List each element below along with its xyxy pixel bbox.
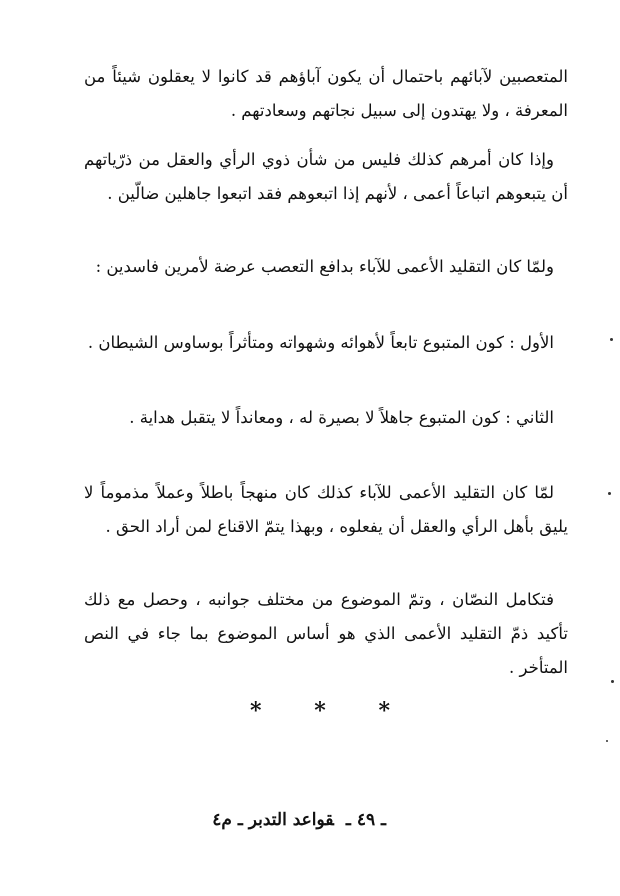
paragraph-7 [84, 583, 568, 685]
paragraph-4-text: الأول : كون المتبوع تابعاً لأهوائه وشهواته ومتأثراً بوساوس الشيطان . [87, 333, 554, 352]
footer-book-title: قواعد التدبر ـ م٤ [212, 810, 334, 830]
paragraph-4 [84, 326, 568, 360]
section-separator [250, 698, 390, 724]
separator-star: * [314, 698, 326, 724]
scan-speck [611, 680, 614, 683]
paragraph-7-text: فتكامل النصّان ، وتمّ الموضوع من مختلف جوانبه ، وحصل مع ذلك تأكيد ذمّ التقليد الأعمى الذي هو أساس الموضوع بما جاء في النص المتأخر . [84, 590, 568, 677]
paragraph-3-text: ولمّا كان التقليد الأعمى للآباء بدافع التعصب عرضة لأمرين فاسدين : [95, 257, 554, 276]
page-footer [86, 810, 386, 830]
paragraph-5-text: الثاني : كون المتبوع جاهلاً لا بصيرة له ، ومعانداً لا يتقبل هداية . [129, 408, 554, 427]
paragraph-1 [84, 60, 568, 128]
scan-speck [610, 338, 613, 341]
paragraph-6-text: لمّا كان التقليد الأعمى للآباء كذلك كان منهجاً باطلاً وعملاً مذموماً لا يليق بأهل الرأي والعقل أن يفعلوه ، وبهذا يتمّ الاقناع لمن أراد الحق . [84, 483, 568, 536]
scan-speck [606, 740, 608, 742]
paragraph-2 [84, 143, 568, 211]
paragraph-1-text: المتعصبين لآبائهم باحتمال أن يكون آباؤهم قد كانوا لا يعقلون شيئاً من المعرفة ، ولا يهتدون إلى سبيل نجاتهم وسعادتهم . [84, 67, 568, 120]
paragraph-5 [84, 401, 568, 435]
scan-speck [608, 492, 611, 495]
paragraph-2-text: وإذا كان أمرهم كذلك فليس من شأن ذوي الرأي والعقل من ذرّياتهم أن يتبعوهم اتباعاً أعمى ، لأنهم إذا اتبعوهم فقد اتبعوا جاهلين ضالّين . [84, 150, 568, 203]
separator-star: * [378, 698, 390, 724]
paragraph-3 [84, 250, 568, 284]
paragraph-6 [84, 476, 568, 544]
footer-page-number: ـ ٤٩ ـ [345, 810, 386, 830]
separator-star: * [250, 698, 262, 724]
